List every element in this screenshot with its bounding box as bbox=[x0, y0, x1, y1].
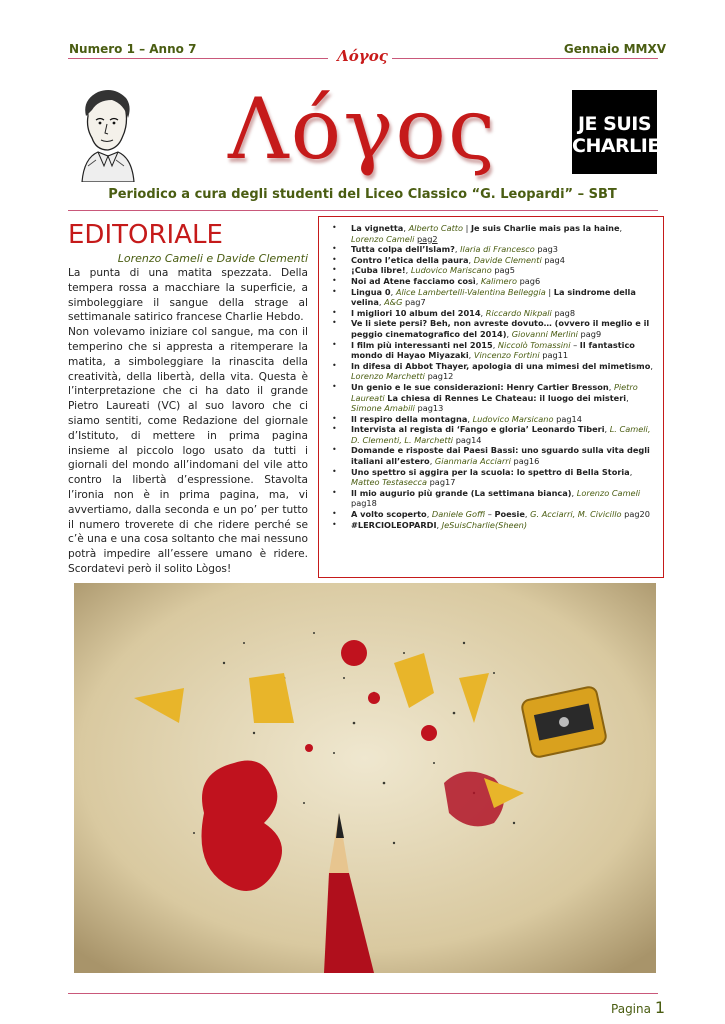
toc-author: Matteo Testasecca bbox=[351, 477, 427, 488]
toc-author: Davide Clementi bbox=[473, 254, 542, 265]
toc-title: I migliori 10 album del 2014 bbox=[351, 307, 481, 318]
bullet-icon: • bbox=[332, 244, 337, 254]
toc-author: Pietro Laureati bbox=[351, 381, 638, 403]
toc-title: Intervista al regista di ‘Fango e gloria’ Leonardo Tiberi bbox=[351, 424, 605, 435]
toc-separator: – bbox=[570, 339, 580, 350]
toc-page: pag8 bbox=[554, 307, 576, 318]
toc-author: Kalimero bbox=[480, 275, 517, 286]
header-logo: Λόγος bbox=[337, 47, 388, 65]
toc-page: pag4 bbox=[544, 254, 565, 265]
page-label-text: Pagina bbox=[611, 1002, 651, 1016]
toc-page: pag7 bbox=[405, 297, 426, 308]
toc-author: JeSuisCharlie(Sheen) bbox=[441, 519, 528, 530]
toc-list bbox=[323, 223, 657, 530]
toc-item: • Il mio augurio più grande (La settimana bianca), Lorenzo Cameli pag18 bbox=[332, 487, 641, 509]
editorial-paragraph: La punta di una matita spezzata. Della tempera rossa a macchiare la superficie, a simboleggiare il sangue della strage al settimanale satirico francese Charlie Hebdo. bbox=[68, 267, 308, 324]
toc-author: Ilaria di Francesco bbox=[460, 244, 535, 255]
bullet-icon: • bbox=[332, 445, 337, 455]
bullet-icon: • bbox=[332, 519, 337, 529]
toc-author: Lorenzo Marchetti bbox=[351, 371, 425, 382]
toc-page: pag6 bbox=[519, 275, 541, 286]
toc-title: Contro l’etica della paura bbox=[351, 254, 469, 265]
toc-item: • ¡Cuba libre!, Ludovico Mariscano pag5 bbox=[332, 265, 515, 276]
toc-author: Giovanni Merlini bbox=[511, 328, 578, 339]
bullet-icon: • bbox=[332, 424, 337, 434]
bullet-icon: • bbox=[332, 509, 337, 519]
toc-title: Ve li siete persi? Beh, non avreste dovuto… (ovvero il meglio e il peggio cinematografico del 2014) bbox=[351, 318, 650, 339]
toc-author: G. Acciarri, M. Civicillo bbox=[530, 509, 622, 520]
je-suis-charlie-logo bbox=[572, 90, 660, 174]
toc-page: pag14 bbox=[455, 434, 482, 445]
toc-author: Alice Lambertelli-Valentina Belleggia bbox=[395, 286, 546, 297]
bullet-icon: • bbox=[332, 265, 337, 275]
bullet-icon: • bbox=[332, 307, 337, 317]
toc-title: Poesie bbox=[494, 509, 525, 520]
toc-title: Il respiro della montagna bbox=[351, 413, 468, 424]
toc-page: pag5 bbox=[494, 265, 515, 276]
bullet-icon: • bbox=[332, 254, 337, 264]
toc-page: pag20 bbox=[624, 509, 650, 520]
toc-item: • Domande e risposte dai Paesi Bassi: uno sguardo sulla vita degli italiani all’estero, Gianmaria Acciarri pag16 bbox=[332, 445, 650, 467]
toc-title: A volto scoperto bbox=[351, 509, 427, 520]
toc-separator: – bbox=[485, 509, 495, 520]
bullet-icon: • bbox=[332, 360, 337, 370]
table-of-contents bbox=[318, 216, 664, 578]
editorial-heading: EDITORIALE bbox=[68, 220, 223, 250]
cover-photo-pencil-image bbox=[74, 583, 656, 973]
toc-author: Niccolò Tomassini bbox=[497, 339, 571, 350]
masthead-title: Λόγος bbox=[227, 80, 498, 178]
toc-page: pag3 bbox=[537, 244, 558, 255]
toc-item: • I migliori 10 album del 2014, Riccardo Nikpali pag8 bbox=[332, 307, 576, 318]
editorial-paragraph: Non volevamo iniziare col sangue, ma con il temperino che si appresta a ritemperare la matita, a simboleggiare la rinascita della creatività, della libertà, della vita. Questa è l’interpretazione che ci ha dato il grande Pietro Laureati (VC) al suo lavoro che ci siamo sentiti, come Redazione del giornale d’Istituto, di mettere in prima pagina insieme al piccolo logo usato da tutti i giornali del mondo all’indomani del vile atto contro la libertà d’espressione. Stavolta l’ironia non è in prima pagina, ma, vi avvertiamo, dalla seconda e un po’ per tutto il numero troverete di che ridere perché se c’è una e una cosa soltanto che mai nessuno potrà impedire all’essere umano è ridere. Scordatevi però il solito Lògos! bbox=[68, 326, 308, 575]
toc-author: Alberto Catto bbox=[408, 223, 464, 233]
toc-page: pag14 bbox=[556, 413, 582, 424]
charlie-line1: JE SUIS bbox=[577, 113, 652, 135]
toc-title: La chiesa di Rennes Le Chateau: il luogo dei misteri bbox=[387, 392, 627, 403]
toc-title: La sindrome della velina bbox=[351, 286, 636, 308]
toc-item: • A volto scoperto, Daniele Goffi – Poesie, G. Acciarri, M. Civicillo pag20 bbox=[332, 509, 650, 520]
bullet-icon: • bbox=[332, 318, 337, 328]
toc-item: • I film più interessanti nel 2015, Niccolò Tomassini – Il fantastico mondo di Hayao Miyazaki, Vincenzo Fortini pag11 bbox=[332, 339, 635, 361]
toc-author: Lorenzo Cameli bbox=[351, 233, 415, 244]
charlie-line2: CHARLIE bbox=[572, 135, 660, 157]
subtitle-rule bbox=[68, 210, 658, 211]
toc-title: In difesa di Abbot Thayer, apologia di una mimesi del mimetismo bbox=[351, 360, 651, 371]
page-number-value: 1 bbox=[654, 998, 665, 1017]
toc-item: • Il respiro della montagna, Ludovico Marsicano pag14 bbox=[332, 413, 582, 424]
toc-item: • Uno spettro si aggira per la scuola: lo spettro di Bella Storia, Matteo Testasecca pag17 bbox=[332, 466, 633, 488]
bullet-icon: • bbox=[332, 223, 337, 232]
bullet-icon: • bbox=[332, 275, 337, 285]
issue-number: Numero 1 – Anno 7 bbox=[69, 42, 197, 56]
toc-page: pag12 bbox=[427, 371, 454, 382]
toc-author: Daniele Goffi bbox=[431, 509, 486, 520]
toc-title: Lingua 0 bbox=[351, 286, 391, 297]
toc-page: pag2 bbox=[416, 233, 438, 244]
bullet-icon: • bbox=[332, 381, 337, 391]
toc-item: • #LERCIOLEOPARDI, JeSuisCharlie(Sheen) bbox=[332, 519, 528, 530]
toc-item: • Ve li siete persi? Beh, non avreste dovuto… (ovvero il meglio e il peggio cinematografico del 2014), Giovanni Merlini pag9 bbox=[332, 318, 650, 339]
toc-item: • Tutta colpa dell’Islam?, Ilaria di Francesco pag3 bbox=[332, 244, 558, 255]
toc-title: La vignetta bbox=[351, 223, 404, 233]
toc-item: • Contro l’etica della paura, Davide Clementi pag4 bbox=[332, 254, 565, 265]
toc-title: I film più interessanti nel 2015 bbox=[351, 339, 493, 350]
editorial-authors: Lorenzo Cameli e Davide Clementi bbox=[117, 252, 308, 265]
toc-author: L. Cameli, D. Clementi, L. Marchetti bbox=[351, 424, 651, 445]
editorial-body bbox=[68, 266, 308, 577]
subtitle: Periodico a cura degli studenti del Liceo Classico “G. Leopardi” – SBT bbox=[108, 187, 617, 202]
toc-author: Vincenzo Fortini bbox=[473, 350, 540, 361]
toc-item: • Lingua 0, Alice Lambertelli-Valentina Belleggia | La sindrome della velina, A&G pag7 bbox=[332, 286, 636, 308]
page-number bbox=[611, 998, 665, 1017]
footer-rule bbox=[68, 993, 658, 994]
toc-author: Ludovico Mariscano bbox=[410, 265, 492, 276]
toc-title: #LERCIOLEOPARDI bbox=[351, 519, 437, 530]
toc-title: Je suis Charlie mais pas la haine bbox=[471, 223, 620, 233]
toc-title: Un genio e le sue considerazioni: Henry Cartier Bresson bbox=[351, 381, 609, 392]
toc-author: Gianmaria Acciarri bbox=[434, 456, 511, 467]
toc-title: Noi ad Atene facciamo così bbox=[351, 275, 476, 286]
toc-title: Tutta colpa dell’Islam? bbox=[351, 244, 455, 255]
issue-date: Gennaio MMXV bbox=[563, 42, 666, 56]
toc-separator: | bbox=[463, 223, 471, 233]
toc-page: pag13 bbox=[417, 403, 444, 414]
bullet-icon: • bbox=[332, 487, 337, 497]
toc-separator: | bbox=[545, 286, 554, 297]
toc-title: Uno spettro si aggira per la scuola: lo spettro di Bella Storia bbox=[351, 466, 630, 477]
toc-page: pag9 bbox=[580, 328, 602, 339]
toc-page: pag18 bbox=[351, 498, 377, 509]
toc-item: • Intervista al regista di ‘Fango e gloria’ Leonardo Tiberi, L. Cameli, D. Clementi, L. Marchetti pag14 bbox=[332, 424, 651, 445]
toc-author: Ludovico Marsicano bbox=[472, 413, 554, 424]
toc-title: ¡Cuba libre! bbox=[351, 265, 406, 276]
toc-title: Il mio augurio più grande (La settimana bianca) bbox=[351, 487, 572, 498]
toc-author: Lorenzo Cameli bbox=[576, 487, 641, 498]
toc-item: • La vignetta, Alberto Catto | Je suis Charlie mais pas la haine, Lorenzo Cameli pag2 bbox=[332, 223, 623, 244]
toc-author: A&G bbox=[384, 297, 403, 308]
bullet-icon: • bbox=[332, 413, 337, 423]
bullet-icon: • bbox=[332, 339, 337, 349]
toc-author: Riccardo Nikpali bbox=[485, 307, 552, 318]
toc-page: pag16 bbox=[513, 456, 540, 467]
toc-item: • Noi ad Atene facciamo così, Kalimero pag6 bbox=[332, 275, 541, 286]
toc-page: pag11 bbox=[542, 350, 569, 361]
bullet-icon: • bbox=[332, 466, 337, 476]
toc-title: Domande e risposte dai Paesi Bassi: uno sguardo sulla vita degli italiani all’estero bbox=[351, 445, 650, 467]
toc-page: pag17 bbox=[429, 477, 456, 488]
toc-title: Il fantastico mondo di Hayao Miyazaki bbox=[351, 339, 635, 361]
toc-item: • Un genio e le sue considerazioni: Henry Cartier Bresson, Pietro Laureati La chiesa di Rennes Le Chateau: il luogo dei misteri, Simone Amabili pag13 bbox=[332, 381, 638, 414]
toc-author: Simone Amabili bbox=[351, 403, 415, 414]
bullet-icon: • bbox=[332, 286, 337, 296]
toc-item: • In difesa di Abbot Thayer, apologia di una mimesi del mimetismo, Lorenzo Marchetti pag12 bbox=[332, 360, 653, 382]
